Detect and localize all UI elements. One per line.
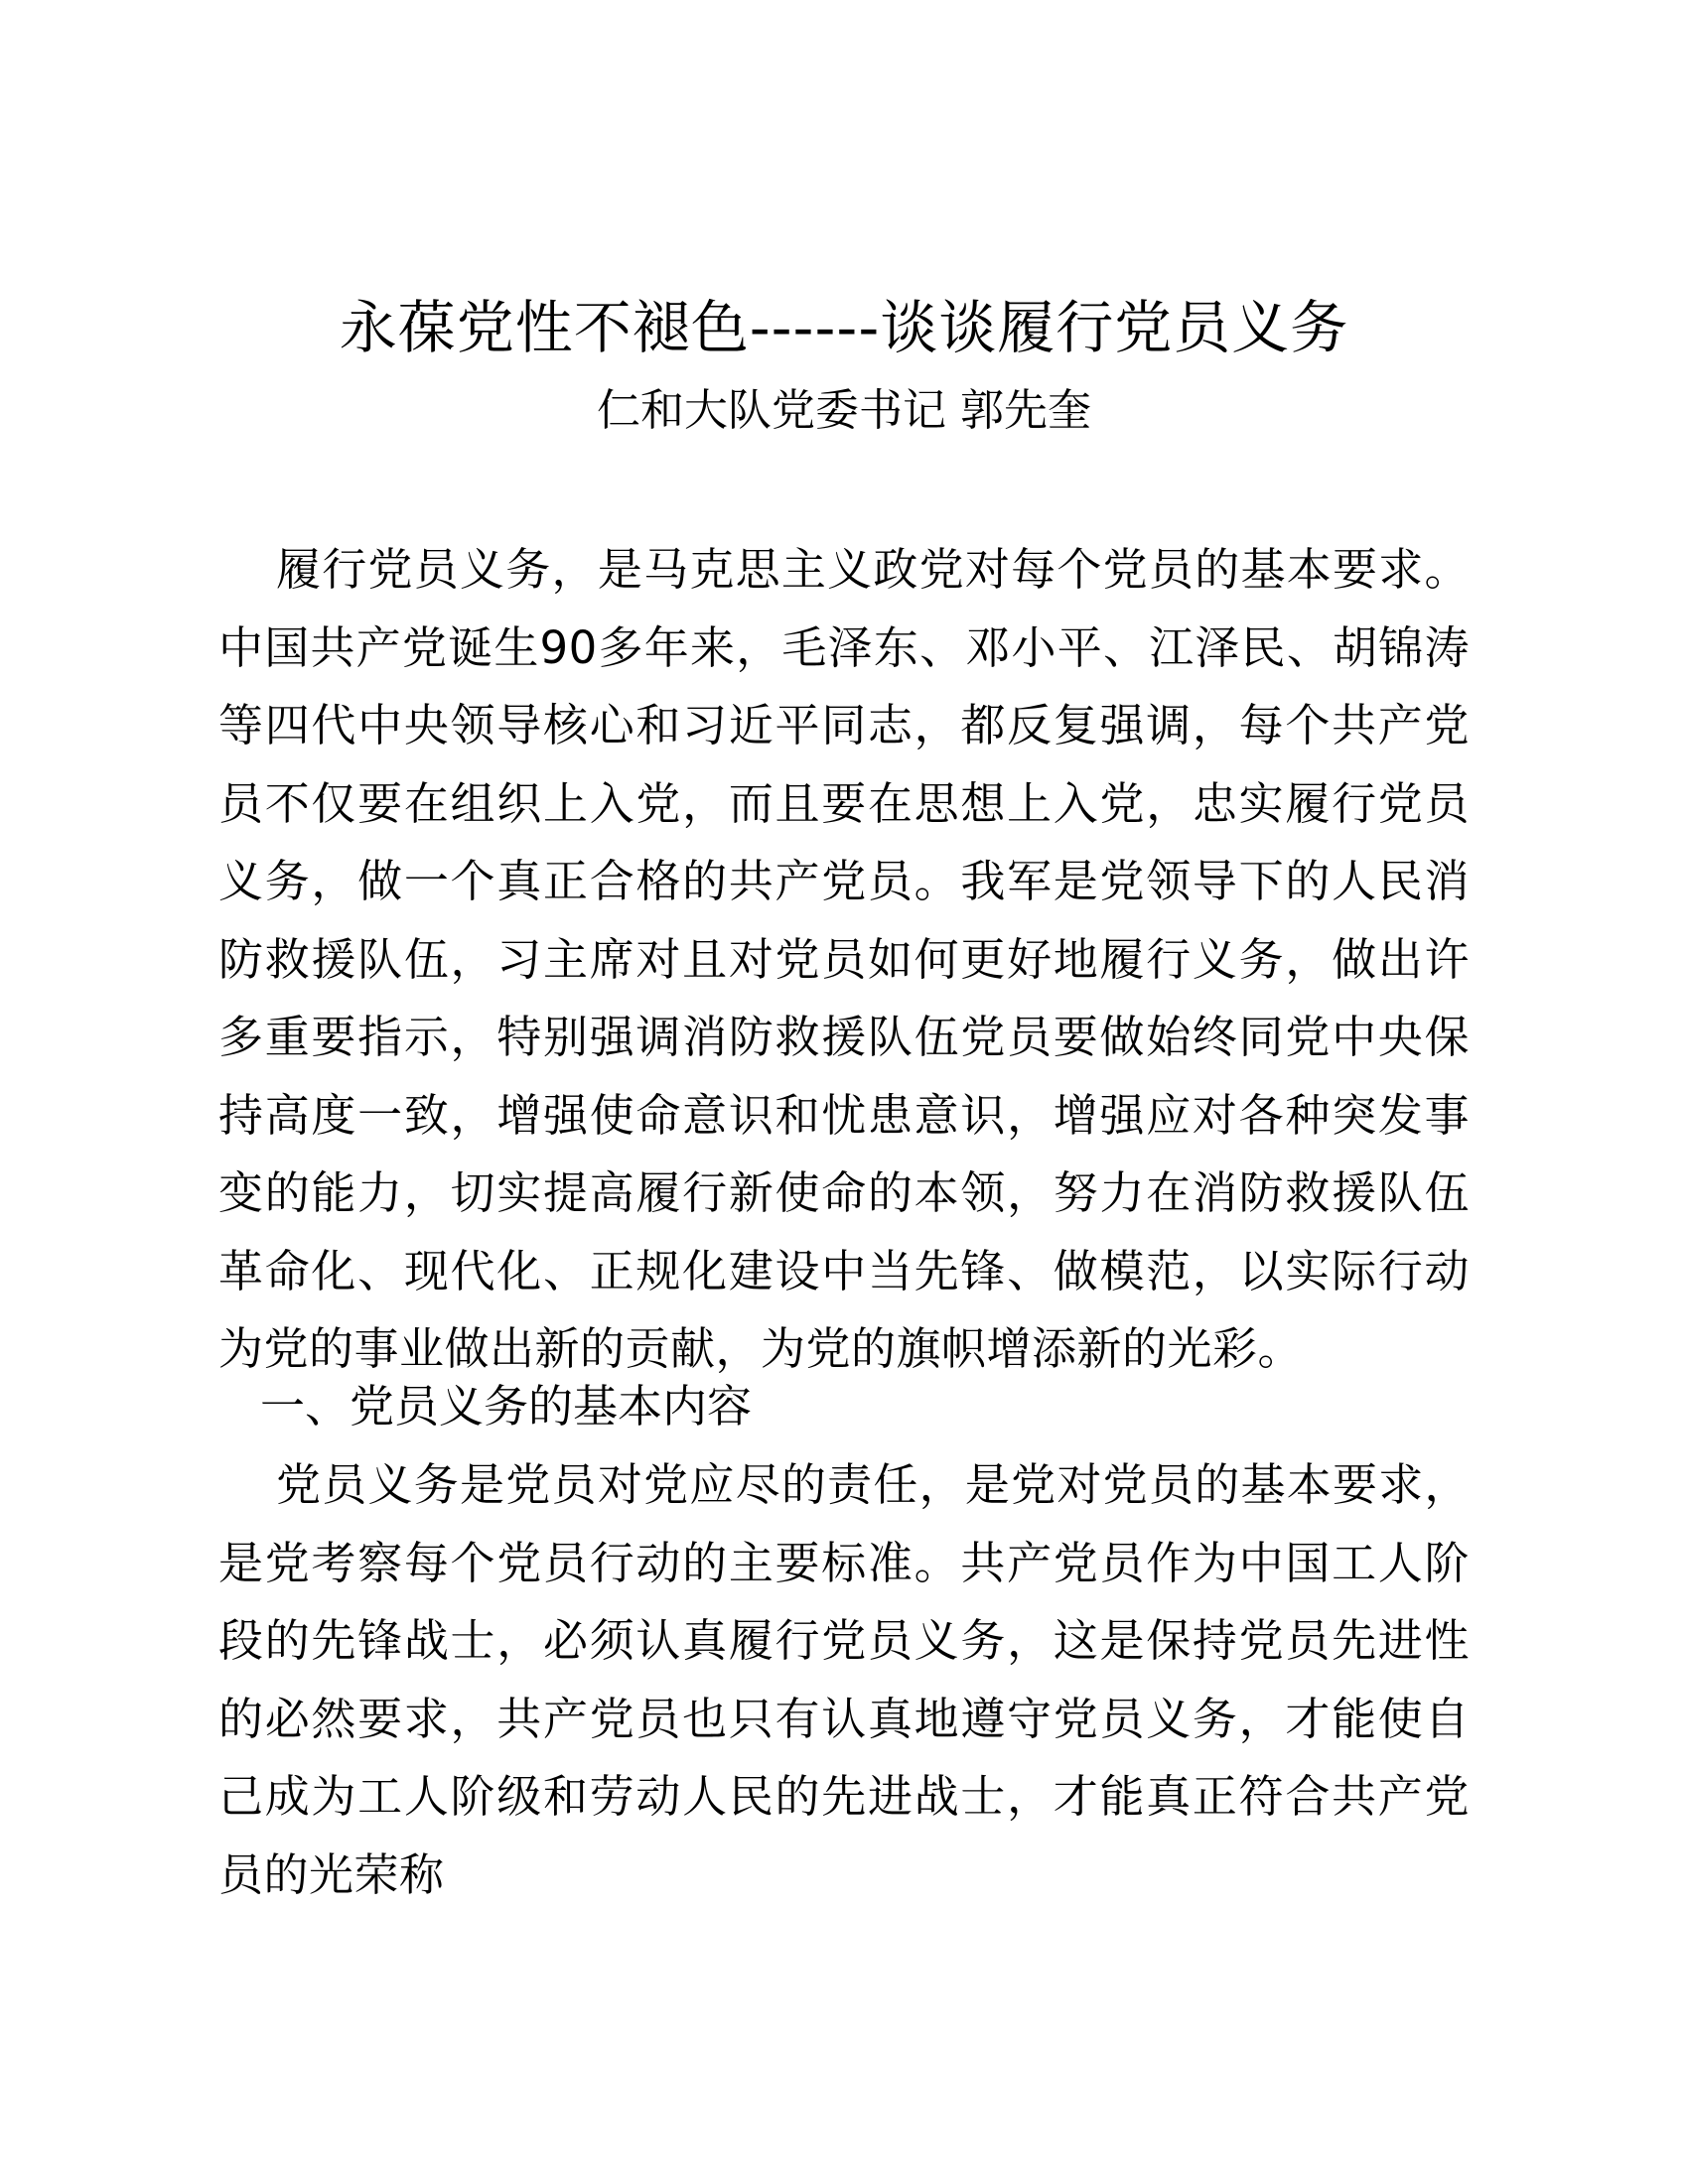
paragraph-intro: 履行党员义务，是马克思主义政党对每个党员的基本要求。中国共产党诞生90多年来，毛泽东、邓小平、江泽民、胡锦涛等四代中央领导核心和习近平同志，都反复强调，每个共产党员不仅要在组织上入党，而且要在思想上入党，忠实履行党员义务，做一个真正合格的共产党员。我军是党领导下的人民消防救援队伍，习主席对且对党员如何更好地履行义务，做出许多重要指示，特别强调消防救援队伍党员要做始终同党中央保持高度一致，增强使命意识和忧患意识，增强应对各种突发事变的能力，切实提高履行新使命的本领，努力在消防救援队伍革命化、现代化、正规化建设中当先锋、做模范，以实际行动为党的事业做出新的贡献，为党的旗帜增添新的光彩。 [218,543,1470,1375]
paragraph-section-one: 党员义务是党员对党应尽的责任，是党对党员的基本要求，是党考察每个党员行动的主要标准。共产党员作为中国工人阶段的先锋战士，必须认真履行党员义务，这是保持党员先进性的必然要求，共产党员也只有认真地遵守党员义务，才能使自己成为工人阶级和劳动人民的先进战士，才能真正符合共产党员的光荣称 [218,1458,1470,1901]
section-heading: 一、党员义务的基本内容 [260,1380,753,1433]
author-byline: 仁和大队党委书记 郭先奎 [597,385,1091,436]
document-title: 永葆党性不褪色------谈谈履行党员义务 [339,294,1349,361]
